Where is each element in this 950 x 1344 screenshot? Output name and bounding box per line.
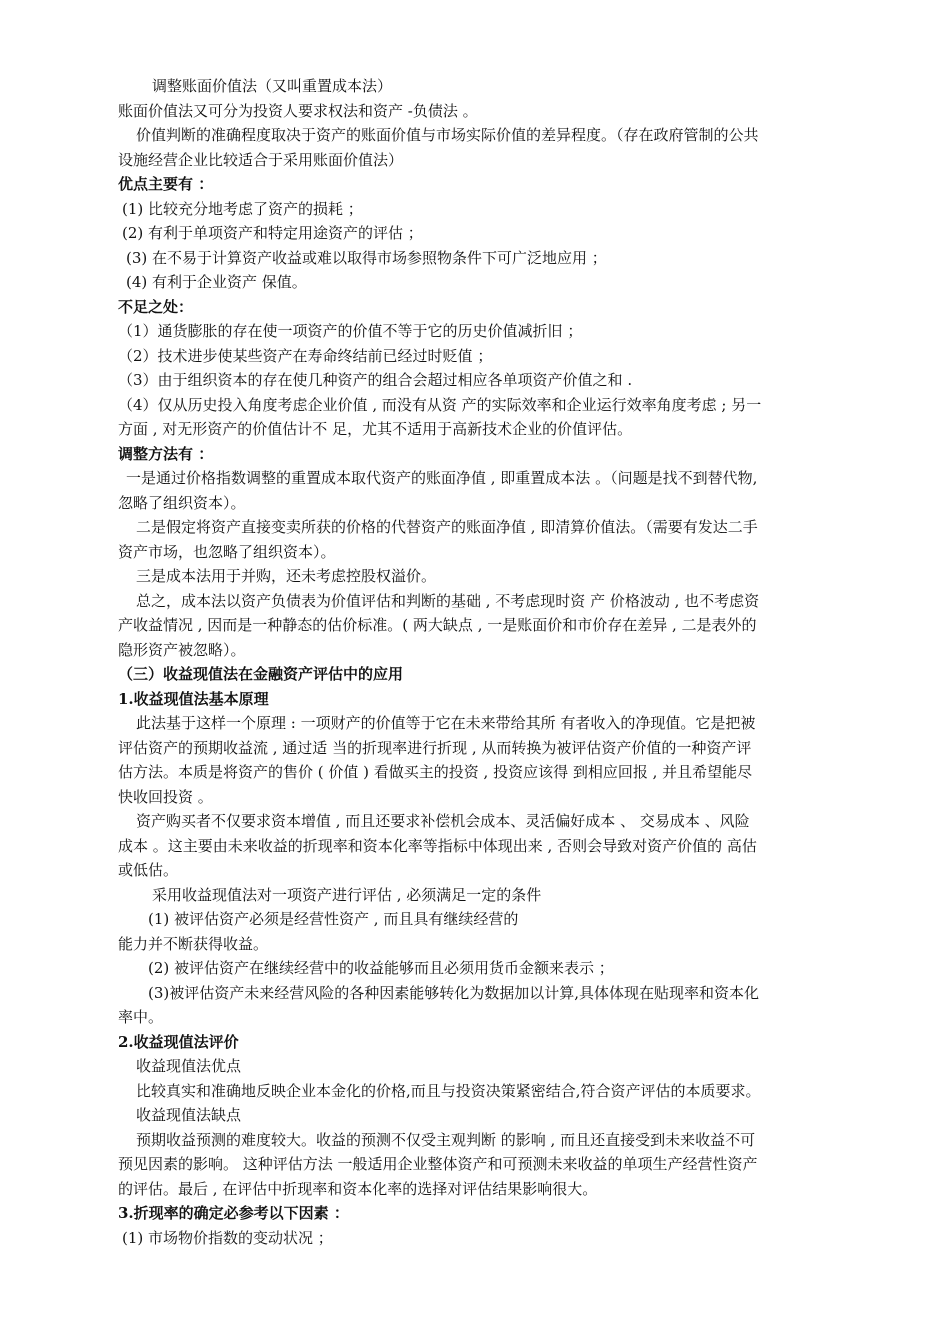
section-heading: 优点主要有 ： xyxy=(118,175,214,193)
text-line: 账面价值法又可分为投资人要求权法和资产 -负债法 。 xyxy=(118,101,478,120)
text-line: 估方法。本质是将资产的售价 ( 价值 ) 看做买主的投资 , 投资应该得 到相应回报 , 并且希望能尽 xyxy=(118,763,753,781)
text-line: 快收回投资 。 xyxy=(118,787,213,806)
text-line: 忽略了组织资本）。 xyxy=(118,493,246,512)
text-line: 比较真实和准确地反映企业本金化的价格,而且与投资决策紧密结合,符合资产评估的本质要求。 xyxy=(136,1081,761,1100)
text-line: （1）通货膨胀的存在使一项资产的价值不等于它的历史价值减折旧 ； xyxy=(118,322,583,340)
text-line: 隐形资产被忽略）。 xyxy=(118,640,246,659)
text-line: （2）技术进步使某些资产在寿命终结前已经过时贬值 ； xyxy=(118,346,493,365)
text-line: (4) 有利于企业资产 保值。 xyxy=(126,273,307,291)
text-line: （4）仅从历史投入角度考虑企业价值 , 而没有从资 产的实际效率和企业运行效率角度考虑 ; 另一 xyxy=(118,395,762,414)
section-heading: 3.折现率的确定必参考以下因素 ： xyxy=(118,1204,349,1222)
text-line: 的评估。最后 , 在评估中折现率和资本化率的选择对评估结果影响很大。 xyxy=(118,1179,598,1198)
text-line: 收益现值法缺点 xyxy=(136,1106,242,1124)
text-line: 评估资产的预期收益流 , 通过适 当的折现率进行折现 , 从而转换为被评估资产价值的一种资产评 xyxy=(118,738,752,757)
text-line: 资产购买者不仅要求资本增值 , 而且还要求补偿机会成本、灵活偏好成本 、 交易成本 、风险 xyxy=(136,812,750,830)
text-line: (1) 比较充分地考虑了资产的损耗 ； xyxy=(122,199,363,218)
text-line: 采用收益现值法对一项资产进行评估 , 必须满足一定的条件 xyxy=(152,885,542,904)
text-line: 预期收益预测的难度较大。收益的预测不仅受主观判断 的影响 , 而且还直接受到未来收益不可 xyxy=(136,1130,756,1149)
text-line: 或低估。 xyxy=(118,861,179,879)
text-line: （3）由于组织资本的存在使几种资产的组合会超过相应各单项资产价值之和 . xyxy=(118,371,633,389)
text-line: (2) 有利于单项资产和特定用途资产的评估 ； xyxy=(122,224,423,242)
text-line: 能力并不断获得收益。 xyxy=(118,934,269,953)
text-line: 预见因素的影响。 这种评估方法 一般适用企业整体资产和可预测未来收益的单项生产经营性资产 xyxy=(118,1155,758,1173)
text-line: (1) 市场物价指数的变动状况 ； xyxy=(122,1228,333,1247)
text-line: 收益现值法优点 xyxy=(136,1057,242,1075)
text-line: 价值判断的准确程度取决于资产的账面价值与市场实际价值的差异程度。（存在政府管制的公共 xyxy=(136,126,759,144)
text-line: 总之，成本法以资产负债表为价值评估和判断的基础 , 不考虑现时资 产 价格波动 , 也不考虑资 xyxy=(136,591,760,610)
text-line: 资产市场，也忽略了组织资本）。 xyxy=(118,542,336,561)
text-line: (3) 在不易于计算资产收益或难以取得市场参照物条件下可广泛地应用 ； xyxy=(126,248,607,267)
text-line: 成本 。这主要由未来收益的折现率和资本化率等指标中体现出来 , 否则会导致对资产价值的 高估 xyxy=(118,836,757,855)
text-line: 调整账面价值法（又叫重置成本法） xyxy=(152,77,393,95)
text-line: (2) 被评估资产在继续经营中的收益能够而且必须用货币金额来表示 ； xyxy=(148,959,614,977)
text-line: 设施经营企业比较适合于采用账面价值法） xyxy=(118,150,404,169)
section-heading: 1.收益现值法基本原理 xyxy=(118,689,269,708)
text-line: 方面 , 对无形资产的价值估计不 足，尤其不适用于高新技术企业的价值评估。 xyxy=(118,420,633,438)
text-line: 二是假定将资产直接变卖所获的价格的代替资产的账面净值 , 即清算价值法。（需要有发达二手 xyxy=(136,518,758,536)
text-line: 此法基于这样一个原理 : 一项财产的价值等于它在未来带给其所 有者收入的净现值。它是把被 xyxy=(136,714,756,732)
section-heading: （三）收益现值法在金融资产评估中的应用 xyxy=(118,665,404,683)
text-line: (3)被评估资产未来经营风险的各种因素能够转化为数据加以计算,具体体现在贴现率和资本化 xyxy=(148,983,760,1002)
section-heading: 不足之处： xyxy=(118,297,194,316)
text-line: 产收益情况 , 因而是一种静态的估价标准。( 两大缺点 , 一是账面价和市价存在差异 , 二是表外的 xyxy=(118,616,757,634)
section-heading: 2.收益现值法评价 xyxy=(118,1032,239,1051)
text-line: 一是通过价格指数调整的重置成本取代资产的账面净值 , 即重置成本法 。（问题是找不到替代物, xyxy=(126,469,758,487)
text-line: 三是成本法用于并购，还未考虑控股权溢价。 xyxy=(136,567,437,585)
section-heading: 调整方法有 ： xyxy=(118,444,214,463)
text-line: 率中。 xyxy=(118,1008,164,1026)
text-line: (1) 被评估资产必须是经营性资产 , 而且具有继续经营的 xyxy=(148,910,519,928)
document-body xyxy=(118,74,878,1250)
